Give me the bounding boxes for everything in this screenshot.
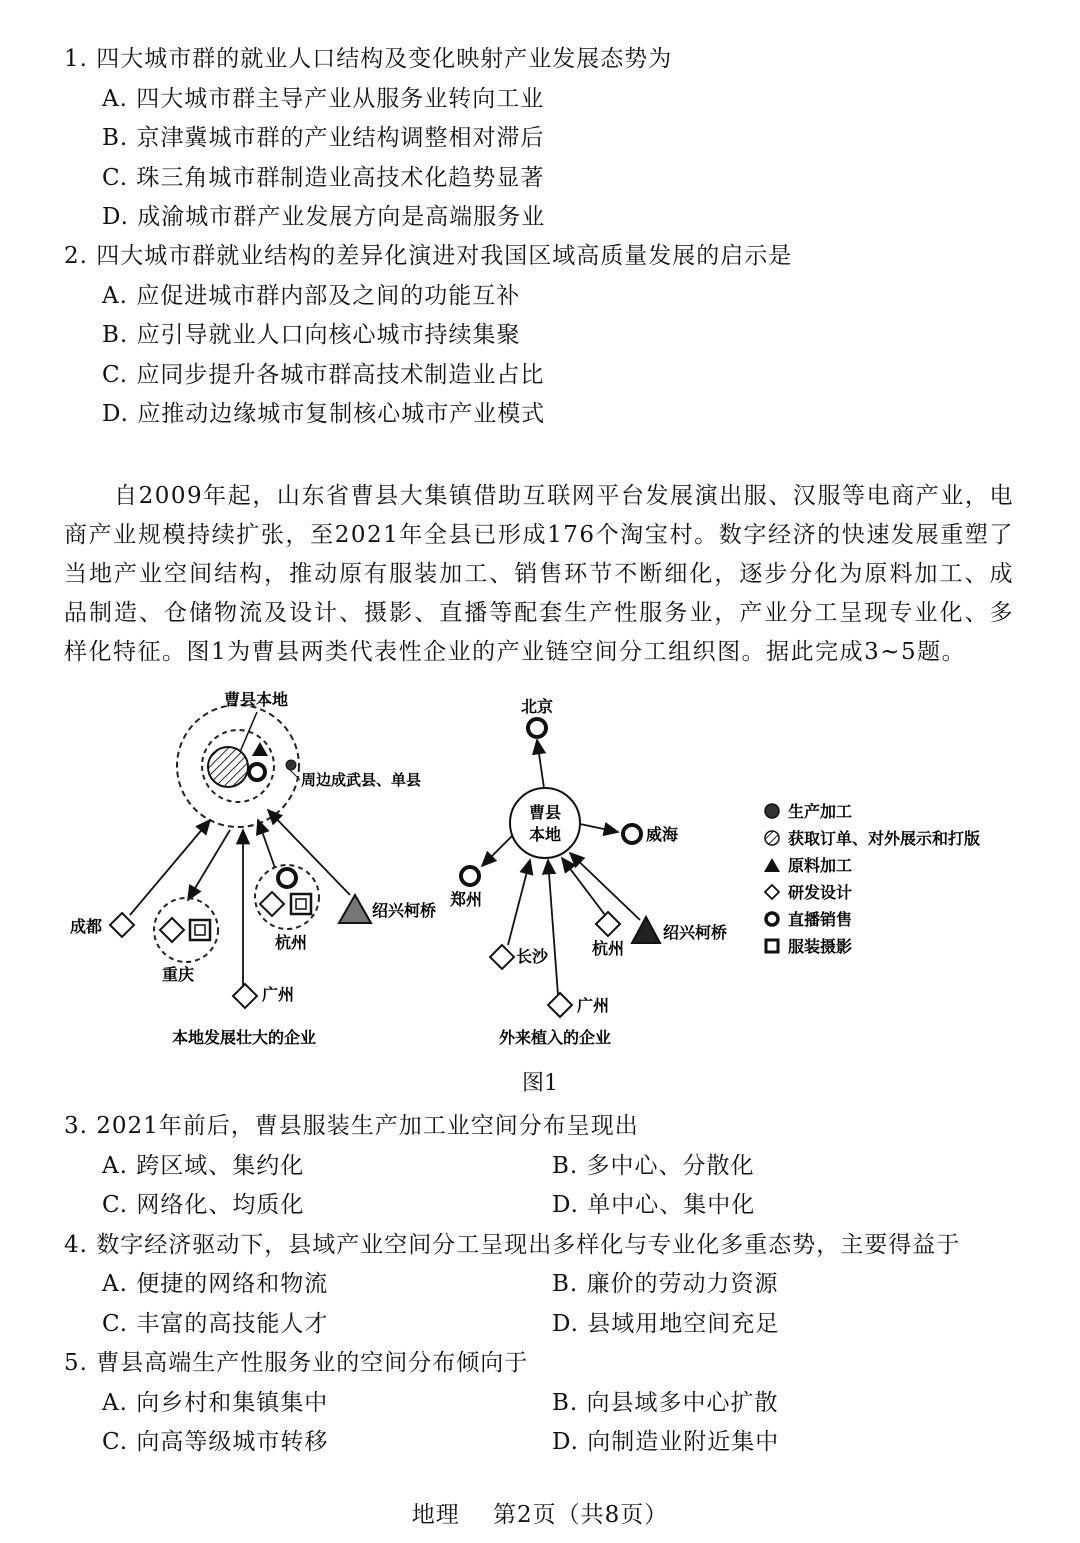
changsha-rd-icon bbox=[490, 945, 514, 969]
legend-raw-icon bbox=[764, 858, 780, 872]
right-caption: 外来植入的企业 bbox=[498, 1028, 612, 1047]
shaoxing-right-raw-icon bbox=[632, 917, 660, 943]
page-footer: 地理 第2页（共8页） bbox=[411, 1502, 669, 1528]
label-shaoxing-right: 绍兴柯桥 bbox=[663, 923, 728, 942]
label-guangzhou-right: 广州 bbox=[577, 996, 610, 1015]
legend-raw: 原料加工 bbox=[788, 856, 853, 875]
hangzhou-livestream-icon bbox=[278, 869, 296, 887]
weihai-livestream-icon bbox=[623, 825, 641, 843]
q2-option-d: D. 应推动边缘城市复制核心城市产业模式 bbox=[102, 401, 546, 427]
q5-stem: 5. 曹县高端生产性服务业的空间分布倾向于 bbox=[64, 1350, 529, 1376]
chongqing-photo-icon bbox=[190, 920, 210, 940]
legend-order-icon bbox=[765, 831, 779, 845]
label-chongqing: 重庆 bbox=[162, 965, 195, 984]
label-caoxian-local: 曹县本地 bbox=[223, 690, 289, 709]
q5-option-b: B. 向县域多中心扩散 bbox=[552, 1390, 779, 1416]
legend-livestream: 直播销售 bbox=[788, 910, 853, 929]
label-hangzhou-right: 杭州 bbox=[592, 939, 625, 958]
legend-livestream-icon bbox=[766, 913, 778, 925]
legend-photo-icon bbox=[766, 940, 778, 952]
hangzhou-rd-icon bbox=[260, 892, 284, 916]
order-display-icon bbox=[208, 747, 248, 787]
q1-stem: 1. 四大城市群的就业人口结构及变化映射产业发展态势为 bbox=[64, 46, 673, 72]
legend-production: 生产加工 bbox=[788, 802, 853, 821]
label-center-line2: 本地 bbox=[528, 825, 562, 844]
q3-option-b: B. 多中心、分散化 bbox=[552, 1153, 755, 1179]
legend-order: 获取订单、对外展示和打版 bbox=[788, 829, 981, 848]
legend bbox=[764, 802, 980, 956]
legend-rd-icon bbox=[765, 885, 779, 899]
q3-option-c: C. 网络化、均质化 bbox=[102, 1192, 305, 1218]
chongqing-rd-icon bbox=[160, 918, 184, 942]
q2-option-c: C. 应同步提升各城市群高技术制造业占比 bbox=[102, 362, 545, 388]
figure-1 bbox=[0, 680, 1080, 1060]
guangzhou-right-rd-icon bbox=[548, 993, 572, 1017]
q5-option-d: D. 向制造业附近集中 bbox=[552, 1429, 780, 1455]
q1-option-a: A. 四大城市群主导产业从服务业转向工业 bbox=[102, 86, 545, 112]
label-weihai: 威海 bbox=[646, 825, 679, 844]
label-shaoxing-left: 绍兴柯桥 bbox=[372, 901, 437, 920]
q4-option-d: D. 县域用地空间充足 bbox=[552, 1311, 780, 1337]
label-beijing: 北京 bbox=[520, 697, 554, 716]
guangzhou-rd-icon bbox=[233, 984, 257, 1008]
left-caption: 本地发展壮大的企业 bbox=[171, 1028, 317, 1047]
q5-option-c: C. 向高等级城市转移 bbox=[102, 1429, 329, 1455]
beijing-livestream-icon bbox=[528, 719, 546, 737]
chengdu-rd-icon bbox=[110, 913, 134, 937]
label-guangzhou-left: 广州 bbox=[262, 985, 295, 1004]
label-chengdu: 成都 bbox=[70, 917, 103, 936]
q4-option-b: B. 廉价的劳动力资源 bbox=[552, 1271, 779, 1297]
q1-option-d: D. 成渝城市群产业发展方向是高端服务业 bbox=[102, 204, 546, 230]
legend-rd: 研发设计 bbox=[788, 883, 853, 902]
label-center-line1: 曹县 bbox=[528, 803, 562, 822]
legend-production-icon bbox=[765, 804, 779, 818]
q2-option-a: A. 应促进城市群内部及之间的功能互补 bbox=[102, 283, 521, 309]
label-changsha: 长沙 bbox=[516, 947, 549, 966]
q4-stem: 4. 数字经济驱动下，县域产业空间分工呈现出多样化与专业化多重态势，主要得益于 bbox=[64, 1232, 961, 1258]
right-diagram bbox=[449, 697, 727, 1047]
q5-option-a: A. 向乡村和集镇集中 bbox=[102, 1390, 329, 1416]
shaoxing-raw-icon bbox=[339, 895, 371, 923]
zhengzhou-livestream-icon bbox=[461, 867, 479, 885]
label-hangzhou-left: 杭州 bbox=[275, 933, 308, 952]
label-zhengzhou: 郑州 bbox=[450, 890, 483, 909]
q1-option-c: C. 珠三角城市群制造业高技术化趋势显著 bbox=[102, 165, 545, 191]
hangzhou-photo-icon bbox=[291, 894, 311, 914]
legend-photo: 服装摄影 bbox=[788, 937, 853, 956]
q2-stem: 2. 四大城市群就业结构的差异化演进对我国区域高质量发展的启示是 bbox=[64, 243, 793, 269]
passage: 自2009年起，山东省曹县大集镇借助互联网平台发展演出服、汉服等电商产业，电商产业规模持续扩张，至2021年全县已形成176个淘宝村。数字经济的快速发展重塑了当地产业空间结构，推动原有服装加工、销售环节不断细化，逐步分化为原料加工、成品制造、仓储物流及设计、摄影、直播等配套生产性服务业，产业分工呈现专业化、多样化特征。图1为曹县两类代表性企业的产业链空间分工组织图。据此完成3~5题。 bbox=[64, 483, 1014, 665]
label-neighbor-counties: 周边成武县、单县 bbox=[301, 771, 422, 789]
q4-option-a: A. 便捷的网络和物流 bbox=[102, 1271, 329, 1297]
q3-stem: 3. 2021年前后，曹县服装生产加工业空间分布呈现出 bbox=[64, 1113, 639, 1139]
left-diagram bbox=[70, 690, 436, 1047]
q2-option-b: B. 应引导就业人口向核心城市持续集聚 bbox=[102, 322, 521, 348]
q1-option-b: B. 京津冀城市群的产业结构调整相对滞后 bbox=[102, 125, 545, 151]
figure-title: 图1 bbox=[522, 1071, 558, 1096]
production-icon bbox=[286, 760, 296, 770]
q4-option-c: C. 丰富的高技能人才 bbox=[102, 1311, 329, 1337]
q3-option-a: A. 跨区域、集约化 bbox=[102, 1153, 305, 1179]
q3-option-d: D. 单中心、集中化 bbox=[552, 1192, 756, 1218]
hangzhou-right-rd-icon bbox=[596, 912, 620, 936]
livestream-icon bbox=[249, 764, 265, 780]
